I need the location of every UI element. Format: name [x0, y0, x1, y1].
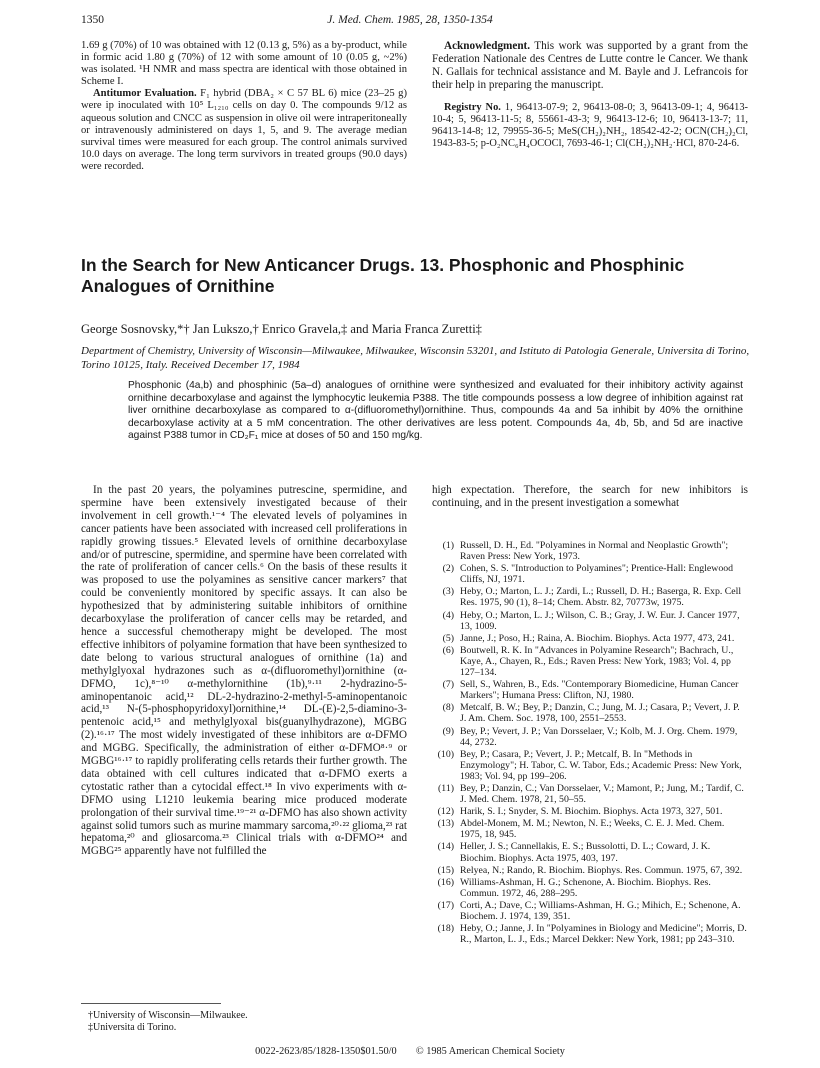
reference-item — [432, 749, 748, 782]
registry-paragraph — [432, 102, 748, 150]
body-left-column — [81, 484, 407, 858]
reference-item — [432, 645, 748, 678]
reference-item — [432, 563, 748, 585]
reference-number: (17) — [437, 899, 454, 911]
reference-item — [432, 633, 748, 644]
reference-text: Janne, J.; Poso, H.; Raina, A. Biochim. Biophys. Acta 1977, 473, 241. — [460, 632, 735, 644]
reference-text: Heby, O.; Marton, L. J.; Zardi, L.; Russell, D. H.; Baserga, R. Exp. Cell Res. 1975, 90 (1), 8–14; Chem. Abstr. 82, 70773w, 1975. — [460, 586, 742, 609]
antitumor-paragraph — [81, 88, 407, 173]
top-right-column — [432, 40, 748, 150]
reference-item — [432, 783, 748, 805]
reference-item — [432, 702, 748, 724]
reference-number: (6) — [442, 644, 454, 656]
antitumor-heading: Antitumor Evaluation. — [93, 88, 197, 100]
reference-list — [432, 540, 748, 946]
reference-number: (15) — [437, 864, 454, 876]
reference-number: (7) — [442, 679, 454, 691]
reference-item — [432, 726, 748, 748]
reference-number: (3) — [442, 586, 454, 598]
registry-heading: Registry No. — [444, 102, 501, 113]
reference-text: Heby, O.; Marton, L. J.; Wilson, C. B.; Gray, J. W. Eur. J. Cancer 1977, 13, 1009. — [460, 609, 740, 632]
antitumor-text: F₁ hybrid (DBA₂ × C 57 BL 6) mice (23–25 g) were ip inoculated with 10⁵ L₁₂₁₀ cells on day 0. The compounds 9/12 as aqueous solution and CNCC as suspension in olive oil were intraperitoneally or intravenously administered on days 1, 5, and 9. The average median survival times were measured for each group. The control animals survived 10.0 days on average. The long term survivors in treated groups (90.0 days) were recorded. — [81, 88, 408, 172]
reference-number: (16) — [437, 876, 454, 888]
reference-item — [432, 679, 748, 701]
reference-text: Abdel-Monem, M. M.; Newton, N. E.; Weeks, C. E. J. Med. Chem. 1975, 18, 945. — [460, 818, 725, 841]
body-right-column — [432, 484, 748, 510]
reference-number: (14) — [437, 841, 454, 853]
reference-number: (10) — [437, 748, 454, 760]
page-number: 1350 — [81, 14, 104, 26]
article-authors: George Sosnovsky,*† Jan Lukszo,† Enrico Gravela,‡ and Maria Franca Zuretti‡ — [81, 322, 482, 336]
reference-item — [432, 806, 748, 817]
reference-number: (8) — [442, 702, 454, 714]
reference-text: Sell, S., Wahren, B., Eds. "Contemporary Biomedicine, Human Cancer Markers"; Humana Press: Clifton, NJ, 1980. — [460, 679, 739, 702]
author-footnotes — [88, 1010, 248, 1033]
acknowledgment-heading: Acknowledgment. — [444, 40, 531, 52]
reference-number: (11) — [438, 782, 454, 794]
reference-text: Relyea, N.; Rando, R. Biochim. Biophys. Res. Commun. 1975, 67, 392. — [460, 864, 743, 876]
reference-item — [432, 818, 748, 840]
footer-copyright: © 1985 American Chemical Society — [415, 1046, 565, 1057]
reference-text: Williams-Ashman, H. G.; Schenone, A. Biochim. Biophys. Res. Commun. 1972, 46, 288–295. — [460, 876, 711, 899]
reference-text: Cohen, S. S. "Introduction to Polyamines"; Prentice-Hall: Englewood Cliffs, NJ, 1971. — [460, 563, 734, 586]
reference-item — [432, 923, 748, 945]
footnote-dagger: †University of Wisconsin—Milwaukee. — [88, 1010, 248, 1021]
article-title: In the Search for New Anticancer Drugs. 13. Phosphonic and Phosphinic Analogues of Ornithine — [81, 255, 685, 296]
acknowledgment-paragraph — [432, 40, 748, 92]
reference-text: Bey, P.; Vevert, J. P.; Van Dorsselaer, V.; Kolb, M. J. Org. Chem. 1979, 44, 2732. — [460, 725, 738, 748]
reference-number: (12) — [437, 806, 454, 818]
reference-text: Bey, P.; Danzin, C.; Van Dorsselaer, V.; Mamont, P.; Jung, M.; Tardif, C. J. Med. Chem. 1978, 21, 50–55. — [460, 782, 744, 806]
reference-text: Metcalf, B. W.; Bey, P.; Danzin, C.; Jung, M. J.; Casara, P.; Vevert, J. P. J. Am. Chem. Soc. 1978, 100, 2551–2553. — [460, 702, 740, 725]
reference-item — [432, 841, 748, 863]
experimental-paragraph: 1.69 g (70%) of 10 was obtained with 12 (0.13 g, 5%) as a by-product, while in formic acid 1.80 g (70%) of 12 with some amount of 10 (0.05 g, ~2%) was isolated. ¹H NMR and mass spectra are identical with those obtained in Scheme I. — [81, 40, 407, 88]
reference-number: (4) — [442, 609, 454, 621]
reference-item — [432, 865, 748, 876]
reference-text: Boutwell, R. K. In "Advances in Polyamine Research"; Bachrach, U., Kaye, A., Chayen, R., Eds.; Raven Press: New York, 1983; Vol. 4, pp 127–134. — [460, 644, 734, 679]
article-affiliation: Department of Chemistry, University of Wisconsin—Milwaukee, Milwaukee, Wisconsin 53201, and Istituto di Patologia Generale, Universita di Torino, Torino 10125, Italy. Received December 17, 1984 — [81, 345, 750, 371]
reference-number: (5) — [442, 632, 454, 644]
registry-text: 1, 96413-07-9; 2, 96413-08-0; 3, 96413-09-1; 4, 96413-10-4; 5, 96413-11-5; 8, 55661-43-3; 9, 96413-12-6; 10, 96413-13-7; 11, 96413-14-8; 12, 79955-36-5; MeS(CH₂)₂NH₂, 18542-42-2; OCN(CH₂)₂Cl, 1943-83-5; p-O₂NC₆H₄OCOCl, 7693-46-1; Cl(CH₂)₂NH₂·HCl, 870-24-6. — [432, 102, 748, 149]
article-abstract: Phosphonic (4a,b) and phosphinic (5a–d) analogues of ornithine were synthesized and evaluated for their inhibitory activity against ornithine decarboxylase and against the lymphocytic leukemia P388. The title compounds possess a low degree of inhibition against rat liver ornithine decarboxylase as compared to α-(difluoromethyl)ornithine. Thus, compounds 4a and 5a inhibit by 40% the ornithine decarboxylase activity at a 5 mM concentration. The other derivatives are less potent. Compounds 4a, 4b, 5b, and 5d are inactive against P388 tumor in CD₂F₁ mice at doses of 50 and 150 mg/kg. — [128, 380, 743, 441]
introduction-paragraph: In the past 20 years, the polyamines putrescine, spermidine, and spermine have been extensively investigated because of their involvement in cell growth.¹⁻⁴ The elevated levels of polyamines in cancer patients have been associated with increased cell proliferations in rapidly growing tissues.⁵ Elevated levels of ornithine decarboxylase and/or of putrescine, spermidine, and spermine have been correlated with the rate of proliferation of cancer cells.⁶ On the basis of these results it was proposed to use the polyamines as sensitive cancer markers⁷ that could be conveniently monitored by specific assays. It can also be hypothesized that by administering suitable inhibitors of ornithine decarboxylase the proliferation of cancer cells may be retarded, and hence a successful chemotherapy might be developed. The most effective inhibitors of polyamine formation that have been synthesized to date belong to various structural analogues of ornithine (1a) and methylglyoxal hydrazones such as α-(difluoromethyl)ornithine (α-DFMO, 1c),⁸⁻¹⁰ α-methylornithine (1b),⁹·¹¹ 2-hydrazino-5-aminopentanoic acid,¹² DL-2-hydrazino-2-methyl-5-aminopentanoic acid,¹³ N-(5-phosphopyridoxyl)ornithine,¹⁴ DL-(E)-2,5-diamino-3-pentenoic acid,¹⁵ and methylglyoxal bis(guanylhydrazone), MGBG (2).¹⁶·¹⁷ The most widely investigated of these inhibitors are α-DFMO and MGBG. Specifically, the administration of either α-DFMO⁸·⁹ or MGBG¹⁶·¹⁷ to rapidly proliferating cells retards their further growth. The data obtained with cell cultures indicated that α-DFMO exerts a cytostatic rather than a cytocidal effect.¹⁸ In vivo experiments with α-DFMO using L1210 leukemia bearing mice produced moderate prolongation of their survival time.¹⁹⁻²¹ α-DFMO has also shown activity against solid tumors such as murine mammary sarcoma,²⁰·²² glioma,²³ rat hepatoma,²⁰ and gliosarcoma.²³ Clinical trials with α-DFMO²⁴ and MGBG²⁵ apparently have not fulfilled the — [81, 484, 407, 858]
reference-text: Heby, O.; Janne, J. In "Polyamines in Biology and Medicine"; Morris, D. R., Marton, L. J., Eds.; Marcel Dekker: New York, 1981; pp 243–310. — [460, 923, 747, 946]
footnote-divider — [81, 1003, 221, 1004]
reference-number: (1) — [442, 540, 454, 551]
top-left-column — [81, 40, 407, 173]
reference-number: (2) — [442, 563, 454, 575]
reference-number: (13) — [437, 818, 454, 830]
reference-item — [432, 610, 748, 632]
reference-number: (9) — [442, 725, 454, 737]
reference-text: Corti, A.; Dave, C.; Williams-Ashman, H. G.; Mihich, E.; Schenone, A. Biochem. J. 1974, 139, 351. — [460, 899, 741, 922]
reference-item — [432, 877, 748, 899]
reference-item — [432, 540, 748, 562]
acknowledgment-text: This work was supported by a grant from the Federation Nationale des Centres de Lutte contre le Cancer. We thank N. Gallais for technical assistance and M. Bayle and J. Lefrancois for their help in preparing the manuscript. — [432, 40, 748, 91]
footer-code: 0022-2623/85/1828-1350$01.50/0 — [255, 1046, 397, 1057]
running-header: J. Med. Chem. 1985, 28, 1350-1354 — [327, 14, 493, 26]
reference-text: Bey, P.; Casara, P.; Vevert, J. P.; Metcalf, B. In "Methods in Enzymology"; H. Tabor, C. W. Tabor, Eds.; Academic Press: New York, 1983; Vol. 94, pp 199–206. — [460, 748, 742, 782]
footnote-double-dagger: ‡Universita di Torino. — [88, 1021, 177, 1033]
page-footer — [0, 1046, 820, 1057]
reference-text: Heller, J. S.; Cannellakis, E. S.; Bussolotti, D. L.; Coward, J. K. Biochim. Biophys. Acta 1975, 403, 197. — [460, 841, 711, 864]
reference-item — [432, 586, 748, 608]
reference-item — [432, 900, 748, 922]
reference-text: Russell, D. H., Ed. "Polyamines in Normal and Neoplastic Growth"; Raven Press: New York, 1973. — [460, 540, 729, 563]
reference-text: Harik, S. I.; Snyder, S. M. Biochim. Biophys. Acta 1973, 327, 501. — [460, 806, 723, 818]
reference-number: (18) — [437, 923, 454, 935]
continuation-paragraph: high expectation. Therefore, the search for new inhibitors is continuing, and in the present investigation a somewhat — [432, 484, 748, 509]
